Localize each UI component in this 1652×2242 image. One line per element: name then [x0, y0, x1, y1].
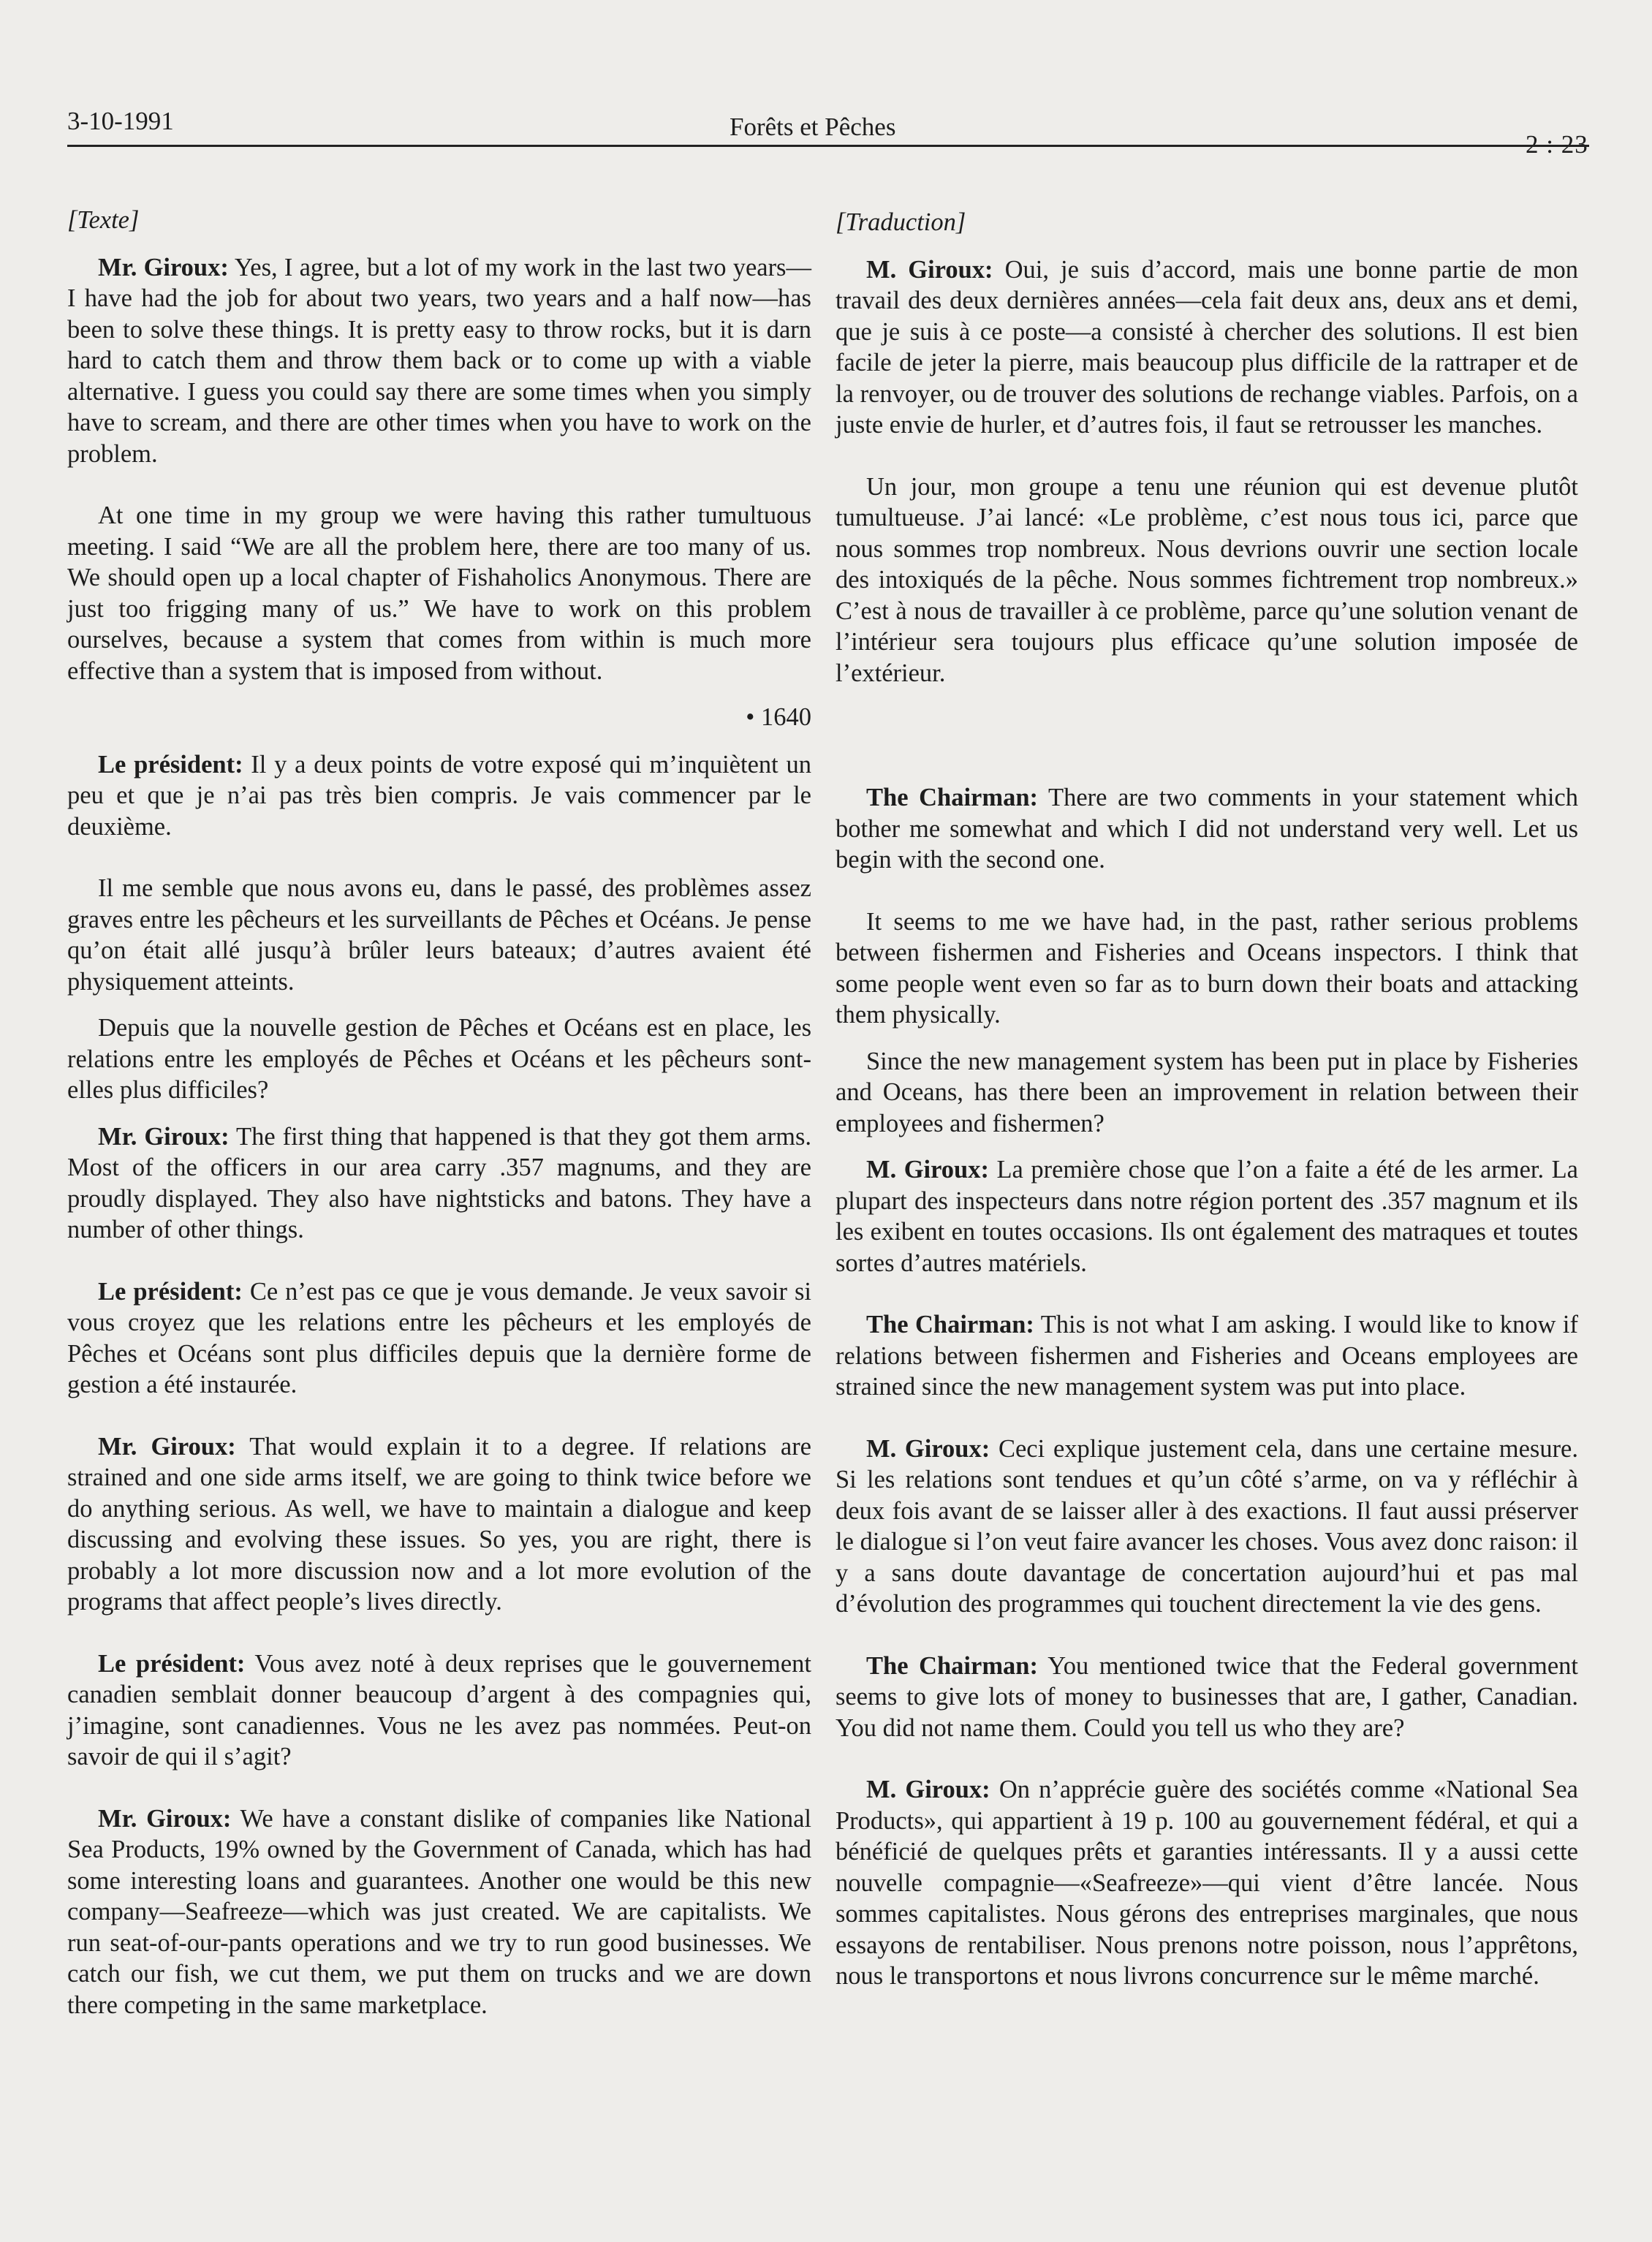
speaker: M. Giroux: — [866, 1434, 990, 1463]
paragraph: Il me semble que nous avons eu, dans le passé, des problèmes assez graves entre les pêcheurs et les surveillants de Pêches et Océans. Je pense qu’on était allé jusqu’à brûler leurs bateaux; d’autres avaient été physiquement atteints. — [67, 874, 811, 996]
speaker: The Chairman: — [866, 1651, 1038, 1680]
paragraph-text: On n’apprécie guère des sociétés comme «National Sea Products», qui appartient à 19 p. 100 au gouvernement fédéral, et qui a bénéficié de quelques prêts et garanties intéressants. Il y a aussi cette nouvelle compagnie—«Seafreeze»—qui vient d’être lancée. Nous sommes capitalistes. Nous gérons des entreprises marginales, que nous essayons de rentabiliser. Nous prenons notre poisson, nous l’apprêtons, nous le transportons et nous livrons concurrence sur le même marché. — [836, 1776, 1578, 1990]
paragraph — [836, 1309, 1578, 1403]
header-page-number: 2 : 23 — [1526, 130, 1588, 159]
paragraph-text: Vous avez noté à deux reprises que le gouvernement canadien semblait donner beaucoup d’argent à des compagnies qui, j’imagine, sont canadiennes. Vous ne les avez pas nommées. Peut-on savoir de qui il s’agit? — [67, 1649, 811, 1771]
header-rule — [67, 145, 1589, 147]
speaker: The Chairman: — [866, 1311, 1034, 1338]
paragraph — [67, 1276, 811, 1401]
header-title: Forêts et Pêches — [730, 113, 896, 141]
paragraph — [67, 749, 811, 843]
paragraph: Depuis que la nouvelle gestion de Pêches et Océans est en place, les relations entre les employés de Pêches et Océans et les pêcheurs sont-elles plus difficiles? — [67, 1014, 811, 1104]
speaker: M. Giroux: — [866, 255, 993, 284]
paragraph — [836, 1434, 1578, 1620]
paragraph — [67, 252, 811, 470]
paragraph-text: There are two comments in your statement which bother me somewhat and which I did not understand very well. Let us begin with the second one. — [836, 784, 1578, 874]
time-marker: • 1640 — [746, 703, 811, 731]
speaker: Le président: — [98, 750, 243, 779]
paragraph: Since the new management system has been put in place by Fisheries and Oceans, has there been an improvement in relation between their employees and fishermen? — [836, 1047, 1578, 1137]
speaker: M. Giroux: — [866, 1776, 990, 1803]
paragraph-text: Ceci explique justement cela, dans une certaine mesure. Si les relations sont tendues et qu’un côté s’arme, on va y réfléchir à deux fois avant de se laisser aller à des exactions. Il faut aussi préserver le dialogue si l’on veut faire avancer les choses. Vous avez donc raison: il y a sans doute davantage de concertation aujourd’hui et pas mal d’évolution des programmes qui touchent directement la vie des gens. — [836, 1434, 1578, 1618]
paragraph-text: You mentioned twice that the Federal government seems to give lots of money to businesses that are, I gather, Canadian. You did not name them. Could you tell us who they are? — [836, 1651, 1578, 1742]
paragraph — [836, 1774, 1578, 1992]
paragraph — [836, 254, 1578, 441]
paragraph-text: La première chose que l’on a faite a été de les armer. La plupart des inspecteurs dans notre région portent des .357 magnum et ils les exibent en toutes occasions. Ils ont également des matraques et toutes sortes d’autres matériels. — [836, 1156, 1578, 1277]
paragraph — [67, 1121, 811, 1246]
header-date: 3-10-1991 — [67, 107, 174, 135]
paragraph-text: Ce n’est pas ce que je vous demande. Je veux savoir si vous croyez que les relations entre les pêcheurs et les employés de Pêches et Océans sont plus difficiles depuis que la dernière forme de gestion a été instaurée. — [67, 1277, 811, 1398]
paragraph-text: Yes, I agree, but a lot of my work in the last two years—I have had the job for about two years, two years and a half now—has been to solve these things. It is pretty easy to throw rocks, but it is darn hard to catch them and throw them back or to come up with a viable alternative. I guess you could say there are some times when you simply have to scream, and there are other times when you have to work on the problem. — [67, 253, 811, 468]
paragraph — [836, 782, 1578, 876]
paragraph: It seems to me we have had, in the past, rather serious problems between fishermen and Fisheries and Oceans inspectors. I think that some people went even so far as to burn down their boats and attacking them physically. — [836, 907, 1578, 1029]
speaker: Mr. Giroux: — [98, 1432, 236, 1461]
paragraph-text: Il y a deux points de votre exposé qui m’inquiètent un peu et que je n’ai pas très bien compris. Je vais commencer par le deuxième. — [67, 750, 811, 841]
paragraph: At one time in my group we were having this rather tumultuous meeting. I said “We are all the problem here, there are too many of us. We should open up a local chapter of Fishaholics Anonymous. There are just too frigging many of us.” We have to work on this problem ourselves, because a system that comes from within is much more effective than a system that is imposed from without. — [67, 501, 811, 685]
paragraph — [836, 1651, 1578, 1744]
section-label: [Texte] — [67, 206, 140, 234]
speaker: Le président: — [98, 1649, 246, 1678]
paragraph: Un jour, mon groupe a tenu une réunion qui est devenue plutôt tumultueuse. J’ai lancé: «Le problème, c’est nous tous ici, parce que nous sommes trop nombreux. Nous devrions ouvrir une section locale des intoxiqués de la pêche. Nous sommes fichtrement trop nombreux.» C’est à nous de travailler à ce problème, parce qu’une solution venant de l’intérieur sera toujours plus efficace qu’une solution imposée de l’extérieur. — [836, 472, 1578, 687]
speaker: M. Giroux: — [866, 1156, 989, 1184]
paragraph-text: That would explain it to a degree. If relations are strained and one side arms itself, we are going to think twice before we do anything serious. As well, we have to maintain a dialogue and keep discussing and evolving these issues. So yes, you are right, there is probably a lot more discussion now and a lot more evolution of the programs that affect people’s lives directly. — [67, 1432, 811, 1616]
right-column-translation — [836, 207, 1578, 2007]
paragraph — [67, 1431, 811, 1618]
paragraph — [67, 1648, 811, 1773]
paragraph-text: This is not what I am asking. I would like to know if relations between fishermen and Fisheries and Oceans employees are strained since the new management system was put into place. — [836, 1311, 1578, 1401]
speaker: Mr. Giroux: — [98, 253, 229, 281]
paragraph-text: We have a constant dislike of companies like National Sea Products, 19% owned by the Government of Canada, which has had some interesting loans and guarantees. Another one would be this new company—Seafreeze—which was just created. We are capitalists. We run seat-of-our-pants operations and we try to run good businesses. We catch our fish, we cut them, we put them on trucks and we are down there competing in the same marketplace. — [67, 1804, 811, 2019]
paragraph — [836, 1154, 1578, 1279]
paragraph — [67, 1803, 811, 2021]
speaker: Mr. Giroux: — [98, 1122, 230, 1151]
section-label: [Traduction] — [836, 208, 966, 236]
speaker: Mr. Giroux: — [98, 1804, 232, 1833]
speaker: The Chairman: — [866, 784, 1039, 811]
paragraph-text: The first thing that happened is that they got them arms. Most of the officers in our area carry .357 magnums, and they are proudly displayed. They also have nightsticks and batons. They have a number of other things. — [67, 1122, 811, 1243]
left-column-english-text — [67, 205, 811, 2036]
speaker: Le président: — [98, 1277, 243, 1306]
paragraph-text: Oui, je suis d’accord, mais une bonne partie de mon travail des deux dernières années—cela fait deux ans, deux ans et demi, que je suis à ce poste—a consisté à chercher des solutions. Il est bien facile de jeter la pierre, mais beaucoup plus difficile de la rattraper et de la renvoyer, ou de trouver des solutions de rechange viables. Parfois, on a juste envie de hurler, et d’autres fois, il faut se retrousser les manches. — [836, 255, 1578, 439]
